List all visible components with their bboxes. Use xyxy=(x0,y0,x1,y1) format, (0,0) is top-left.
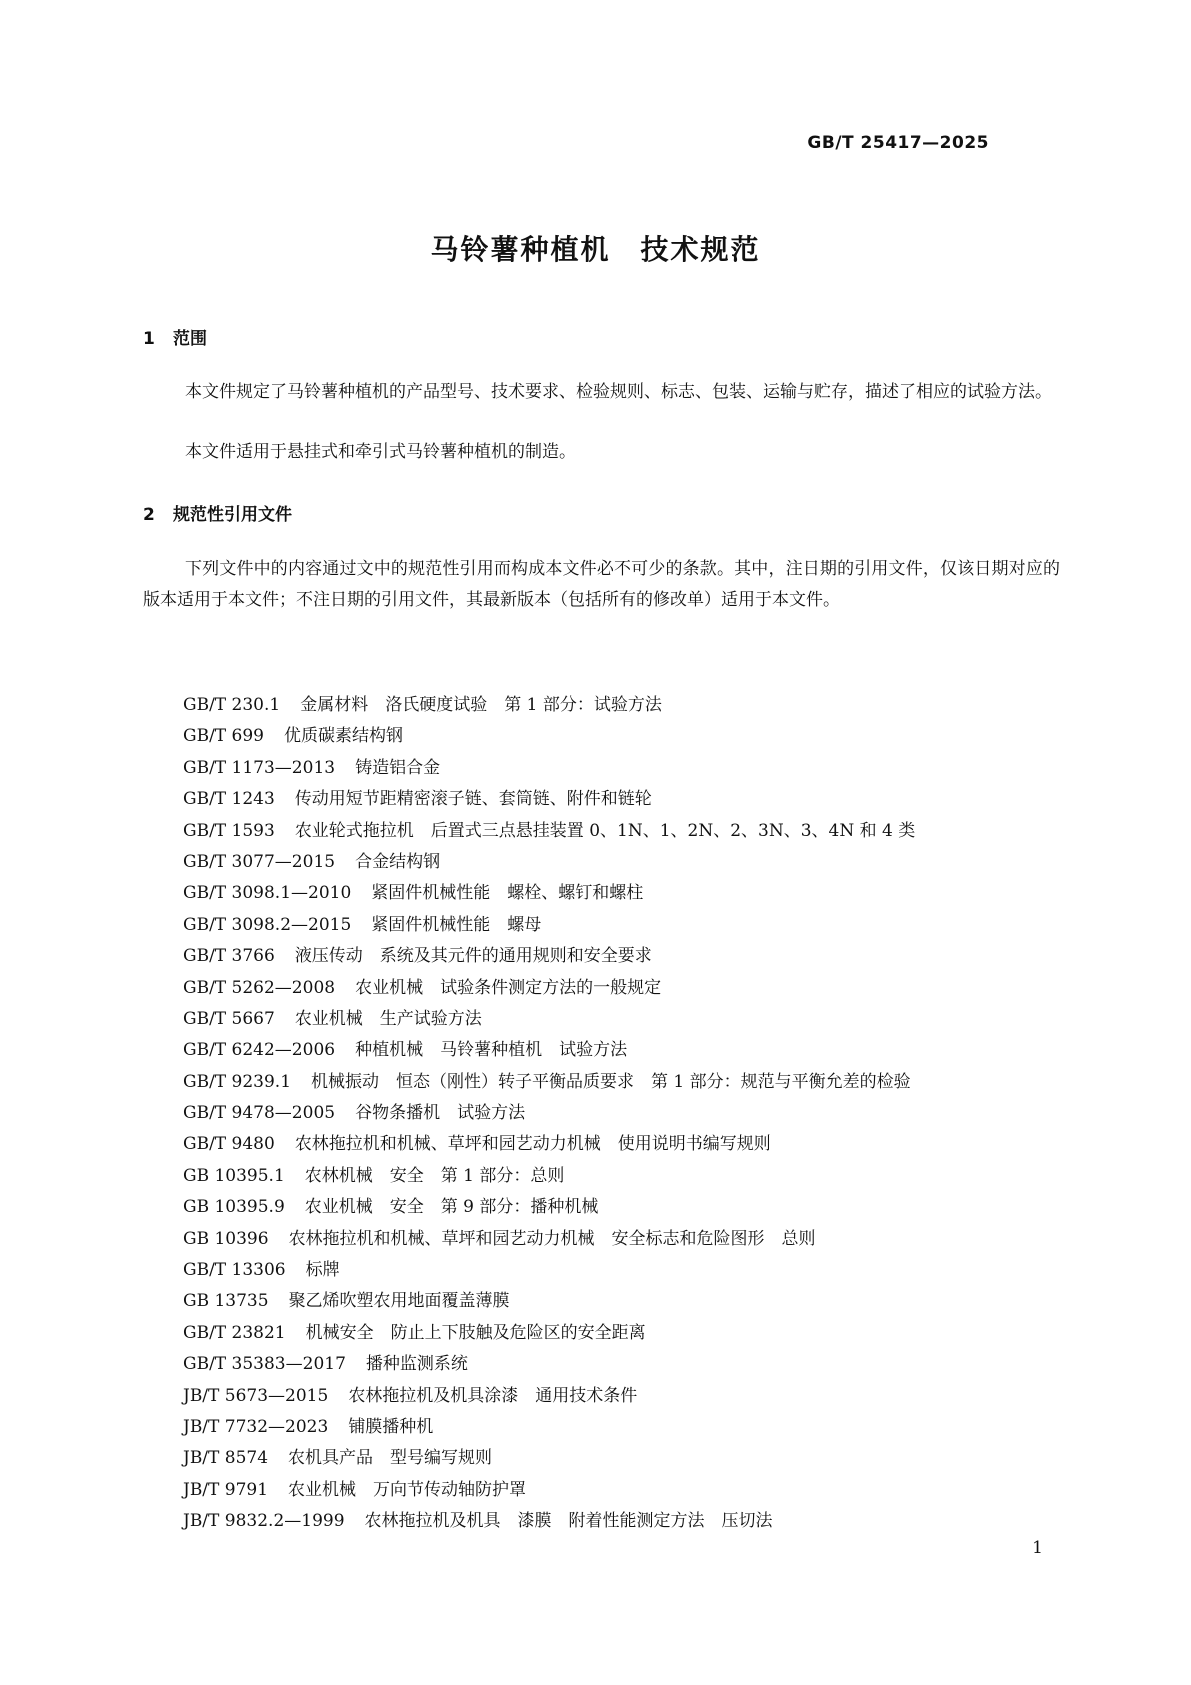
reference-title: 金属材料 洛氏硬度试验 第 1 部分：试验方法 xyxy=(300,695,662,715)
reference-title: 合金结构钢 xyxy=(355,851,441,872)
reference-code: GB 10396 xyxy=(183,1228,269,1249)
reference-code: GB/T 3077—2015 xyxy=(183,851,336,872)
reference-item xyxy=(183,784,915,815)
reference-code: GB/T 3098.2—2015 xyxy=(183,914,352,935)
standard-code: GB/T 25417—2025 xyxy=(807,133,989,153)
reference-item xyxy=(183,847,915,878)
reference-item xyxy=(183,1224,915,1255)
reference-code: GB 13735 xyxy=(183,1291,269,1312)
reference-title: 农业机械 试验条件测定方法的一般规定 xyxy=(355,977,662,998)
section-2-title: 规范性引用文件 xyxy=(173,505,292,525)
reference-code: GB/T 3098.1—2010 xyxy=(183,883,352,904)
reference-item xyxy=(183,973,915,1004)
reference-item xyxy=(183,1067,915,1098)
section-1-title: 范围 xyxy=(173,329,207,349)
reference-code: GB/T 3766 xyxy=(183,946,275,967)
section-2-heading xyxy=(143,500,292,525)
reference-item xyxy=(183,941,915,972)
reference-code: GB/T 9480 xyxy=(183,1134,275,1155)
reference-title: 聚乙烯吹塑农用地面覆盖薄膜 xyxy=(288,1291,510,1312)
reference-item xyxy=(183,1035,915,1066)
reference-title: 标牌 xyxy=(305,1260,340,1281)
reference-item xyxy=(183,1412,915,1443)
reference-title: 谷物条播机 试验方法 xyxy=(355,1103,526,1124)
reference-title: 农机具产品 型号编写规则 xyxy=(288,1448,493,1469)
reference-item xyxy=(183,1004,915,1035)
reference-code: GB/T 699 xyxy=(183,726,264,747)
section-2-intro: 下列文件中的内容通过文中的规范性引用而构成本文件必不可少的条款。其中，注日期的引用文件，仅该日期对应的版本适用于本文件；不注日期的引用文件，其最新版本（包括所有的修改单）适用于本文件。 xyxy=(143,559,1060,610)
reference-item xyxy=(183,690,915,721)
reference-item xyxy=(183,721,915,752)
reference-title: 播种监测系统 xyxy=(365,1354,468,1375)
reference-item xyxy=(183,1443,915,1474)
document-title-sub: 技术规范 xyxy=(640,233,761,266)
section-1-paragraph-1: 本文件规定了马铃薯种植机的产品型号、技术要求、检验规则、标志、包装、运输与贮存，描述了相应的试验方法。 xyxy=(185,382,1052,402)
reference-code: GB/T 1173—2013 xyxy=(183,757,336,778)
reference-title: 紧固件机械性能 螺栓、螺钉和螺柱 xyxy=(371,883,644,904)
reference-item xyxy=(183,1381,915,1412)
document-title-main: 马铃薯种植机 xyxy=(430,233,611,266)
page-number: 1 xyxy=(1032,1538,1043,1558)
reference-code: GB/T 35383—2017 xyxy=(183,1354,346,1375)
reference-title: 农林拖拉机及机具涂漆 通用技术条件 xyxy=(348,1385,638,1406)
reference-code: JB/T 8574 xyxy=(183,1448,269,1469)
reference-item xyxy=(183,1255,915,1286)
reference-code: GB/T 6242—2006 xyxy=(183,1040,336,1061)
reference-title: 农林拖拉机和机械、草坪和园艺动力机械 安全标志和危险图形 总则 xyxy=(288,1228,816,1249)
reference-title: 传动用短节距精密滚子链、套筒链、附件和链轮 xyxy=(294,789,652,810)
section-1-number: 1 xyxy=(143,329,155,349)
reference-title: 农业机械 生产试验方法 xyxy=(294,1008,482,1029)
section-1-heading xyxy=(143,324,207,349)
reference-item xyxy=(183,910,915,941)
reference-title: 铺膜播种机 xyxy=(348,1416,434,1437)
reference-title: 铸造铝合金 xyxy=(355,757,441,778)
reference-title: 农业机械 万向节传动轴防护罩 xyxy=(288,1479,527,1500)
reference-title: 种植机械 马铃薯种植机 试验方法 xyxy=(355,1040,628,1061)
reference-title: 机械振动 恒态（刚性）转子平衡品质要求 第 1 部分：规范与平衡允差的检验 xyxy=(311,1071,911,1092)
reference-item xyxy=(183,1098,915,1129)
reference-item xyxy=(183,1129,915,1160)
reference-title: 农林机械 安全 第 1 部分：总则 xyxy=(304,1165,565,1186)
reference-code: GB/T 5667 xyxy=(183,1008,275,1029)
reference-title: 农林拖拉机和机械、草坪和园艺动力机械 使用说明书编写规则 xyxy=(294,1134,771,1155)
reference-item xyxy=(183,1161,915,1192)
section-1-paragraph-2: 本文件适用于悬挂式和牵引式马铃薯种植机的制造。 xyxy=(185,442,576,462)
reference-title: 机械安全 防止上下肢触及危险区的安全距离 xyxy=(305,1322,646,1343)
reference-title: 液压传动 系统及其元件的通用规则和安全要求 xyxy=(294,946,652,967)
reference-title: 农业轮式拖拉机 后置式三点悬挂装置 0、1N、1、2N、2、3N、3、4N 和 4 类 xyxy=(294,820,916,841)
reference-item xyxy=(183,1506,915,1537)
reference-code: GB/T 1243 xyxy=(183,789,275,810)
document-title xyxy=(0,228,1191,268)
section-2-number: 2 xyxy=(143,505,155,525)
reference-code: GB/T 230.1 xyxy=(183,695,281,715)
reference-title: 农林拖拉机及机具 漆膜 附着性能测定方法 压切法 xyxy=(364,1511,773,1532)
reference-title: 紧固件机械性能 螺母 xyxy=(371,914,542,935)
reference-item xyxy=(183,1286,915,1317)
reference-code: GB/T 9239.1 xyxy=(183,1071,292,1092)
reference-code: GB/T 23821 xyxy=(183,1322,286,1343)
reference-list xyxy=(183,690,915,1538)
reference-code: GB/T 13306 xyxy=(183,1260,286,1281)
reference-item xyxy=(183,816,915,847)
reference-code: JB/T 9832.2—1999 xyxy=(183,1511,345,1532)
reference-item xyxy=(183,1192,915,1223)
reference-code: GB 10395.9 xyxy=(183,1197,285,1218)
reference-code: GB 10395.1 xyxy=(183,1165,285,1186)
reference-item xyxy=(183,1318,915,1349)
reference-code: JB/T 7732—2023 xyxy=(183,1416,329,1437)
reference-title: 优质碳素结构钢 xyxy=(284,726,403,747)
reference-code: GB/T 9478—2005 xyxy=(183,1103,336,1124)
reference-code: JB/T 5673—2015 xyxy=(183,1385,329,1406)
reference-title: 农业机械 安全 第 9 部分：播种机械 xyxy=(304,1197,599,1218)
reference-code: JB/T 9791 xyxy=(183,1479,269,1500)
reference-code: GB/T 1593 xyxy=(183,820,275,841)
reference-item xyxy=(183,753,915,784)
reference-item xyxy=(183,1349,915,1380)
reference-item xyxy=(183,878,915,909)
reference-code: GB/T 5262—2008 xyxy=(183,977,336,998)
reference-item xyxy=(183,1475,915,1506)
